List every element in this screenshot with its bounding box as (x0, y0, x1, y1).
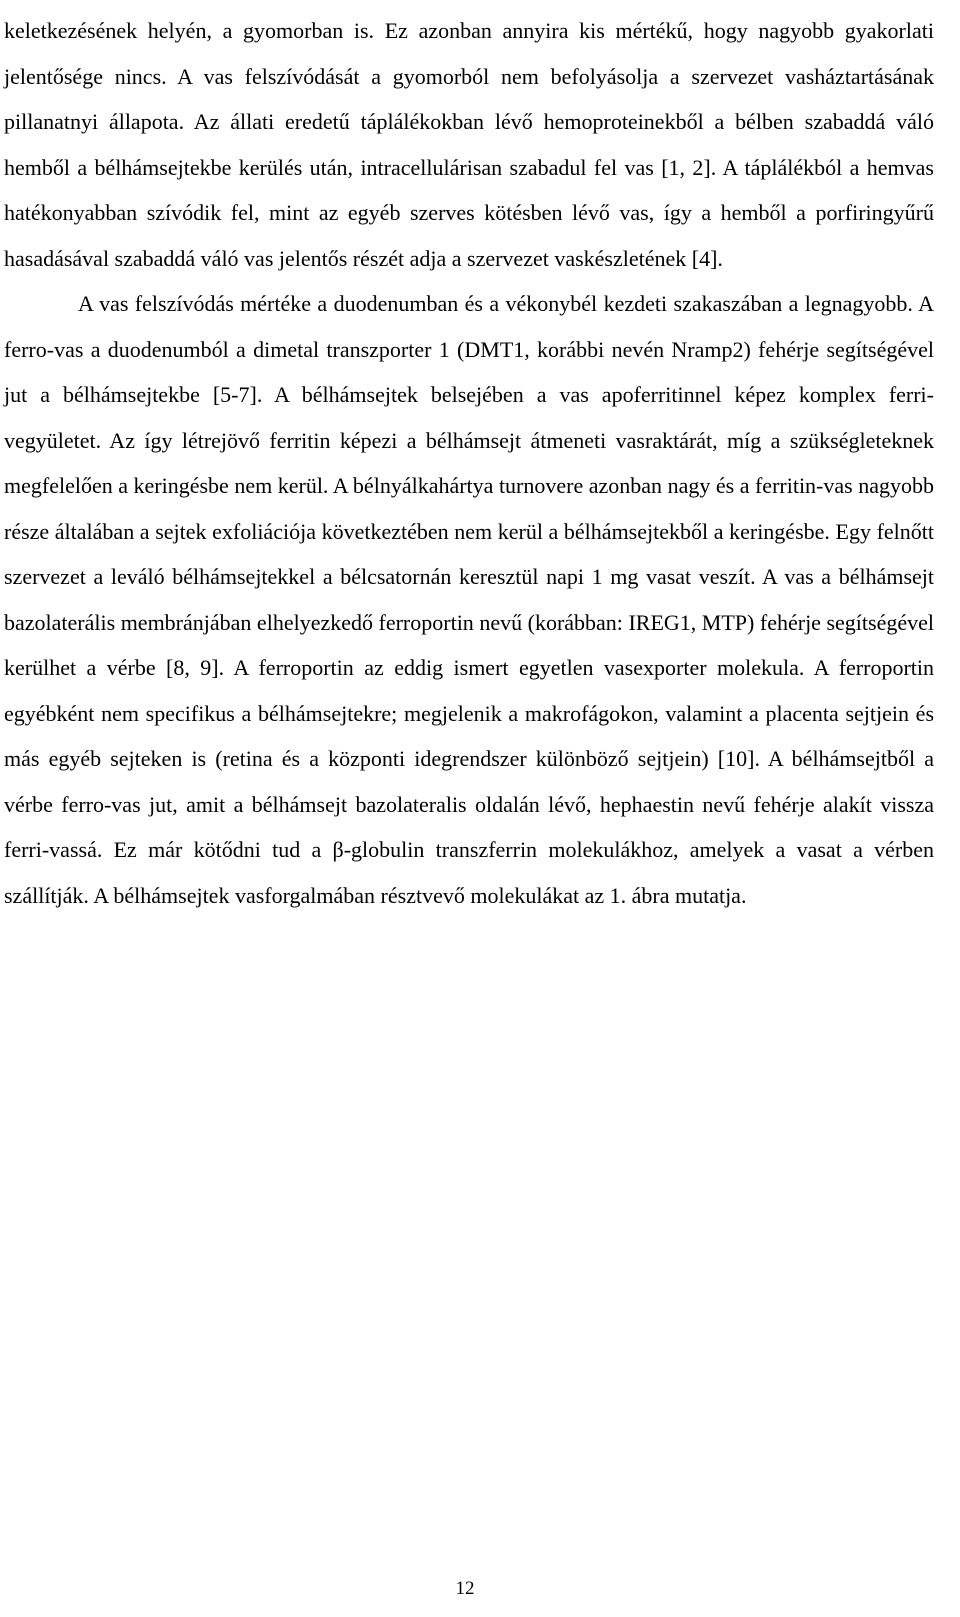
page-number: 12 (455, 1578, 475, 1599)
document-page (4, 0, 934, 918)
paragraph-1: keletkezésének helyén, a gyomorban is. Ez azonban annyira kis mértékű, hogy nagyobb gyakorlati jelentősége nincs. A vas felszívódását a gyomorból nem befolyásolja a szervezet vasháztartásának pillanatnyi állapota. Az állati eredetű táplálékokban lévő hemoproteinekből a bélben szabaddá váló hemből a bélhámsejtekbe kerülés után, intracellulárisan szabadul fel vas [1, 2]. A táplálékból a hemvas hatékonyabban szívódik fel, mint az egyéb szerves kötésben lévő vas, így a hemből a porfiringyűrű hasadásával szabaddá váló vas jelentős részét adja a szervezet vaskészletének [4]. (4, 18, 934, 271)
paragraph-2: A vas felszívódás mértéke a duodenumban és a vékonybél kezdeti szakaszában a legnagyobb. A ferro-vas a duodenumból a dimetal transzporter 1 (DMT1, korábbi nevén Nramp2) fehérje segítségével jut a bélhámsejtekbe [5-7]. A bélhámsejtek belsejében a vas apoferritinnel képez komplex ferri-vegyületet. Az így létrejövő ferritin képezi a bélhámsejt átmeneti vasraktárát, míg a szükségleteknek megfelelően a keringésbe nem kerül. A bélnyálkahártya turnovere azonban nagy és a ferritin-vas nagyobb része általában a sejtek exfoliációja következtében nem kerül a bélhámsejtekből a keringésbe. Egy felnőtt szervezet a leváló bélhámsejtekkel a bélcsatornán keresztül napi 1 mg vasat veszít. A vas a bélhámsejt bazolaterális membránjában elhelyezkedő ferroportin nevű (korábban: IREG1, MTP) fehérje segítségével kerülhet a vérbe [8, 9]. A ferroportin az eddig ismert egyetlen vasexporter molekula. A ferroportin egyébként nem specifikus a bélhámsejtekre; megjelenik a makrofágokon, valamint a placenta sejtjein és más egyéb sejteken is (retina és a központi idegrendszer különböző sejtjein) [10]. A bélhámsejtből a vérbe ferro-vas jut, amit a bélhámsejt bazolateralis oldalán lévő, hephaestin nevű fehérje alakít vissza ferri-vassá. Ez már kötődni tud a β-globulin transzferrin molekulákhoz, amelyek a vasat a vérben szállítják. A bélhámsejtek vasforgalmában résztvevő molekulákat az 1. ábra mutatja. (4, 291, 934, 908)
